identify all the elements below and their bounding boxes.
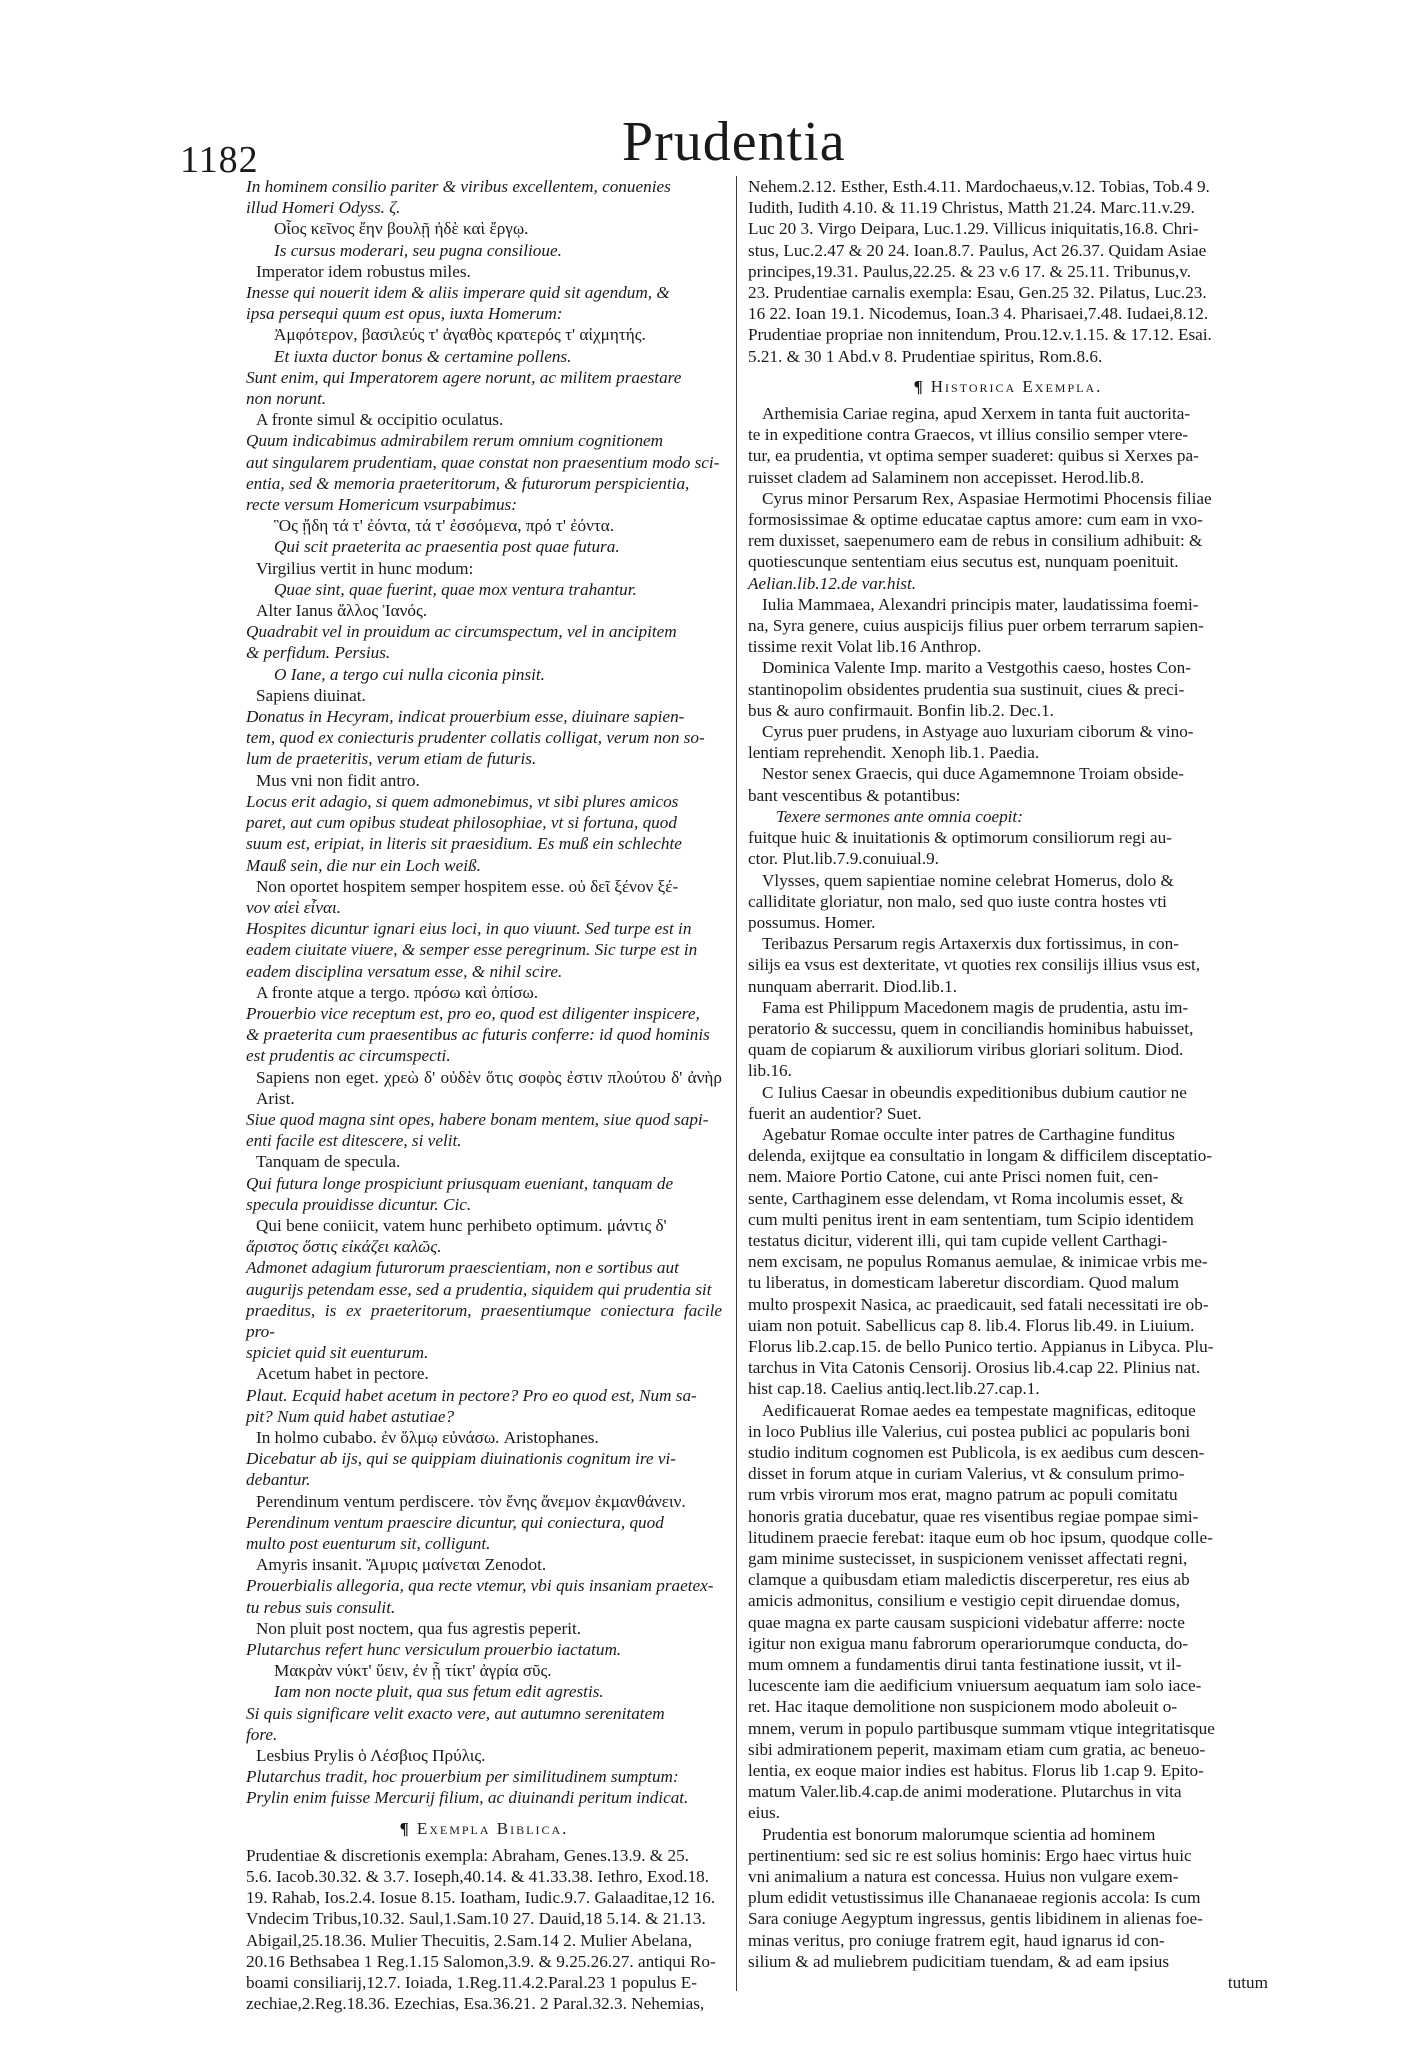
text-line: eadem disciplina versatum esse, & nihil scire.: [246, 961, 563, 981]
text-line: fore.: [246, 1724, 278, 1744]
text-line: Mus vni non fidit antro.: [256, 770, 420, 790]
text-line: lucescente iam die aedificium vniuersum aequatum iam solo iace-: [748, 1676, 1202, 1696]
text-line: Teribazus Persarum regis Artaxerxis dux fortissimus, in con-: [762, 934, 1179, 954]
right-column: [748, 176, 1268, 1993]
section-title: Historica Exempla.: [930, 376, 1103, 396]
text-line: zechiae,2.Reg.18.36. Ezechias, Esa.36.21. 2 Paral.32.3. Nehemias,: [246, 1994, 705, 2014]
text-line: In holmo cubabo. ἐν ὅλμῳ εὐνάσω. Aristophanes.: [256, 1427, 599, 1447]
text-line: Nehem.2.12. Esther, Esth.4.11. Mardochaeus,v.12. Tobias, Tob.4 9.: [748, 177, 1210, 196]
text-line: Qui futura longe prospiciunt priusquam eueniant, tanquam de: [246, 1173, 674, 1193]
text-line: Prudentiae & discretionis exempla: Abraham, Genes.13.9. & 25.: [246, 1845, 689, 1865]
text-line: 20.16 Bethsabea 1 Reg.1.15 Salomon,3.9. & 9.25.26.27. antiqui Ro-: [246, 1951, 716, 1971]
text-line: Plaut. Ecquid habet acetum in pectore? Pro eo quod est, Num sa-: [246, 1385, 697, 1405]
text-line: 23. Prudentiae carnalis exempla: Esau, Gen.25 32. Pilatus, Luc.23.: [748, 283, 1207, 303]
text-line: Non pluit post noctem, qua fus agrestis peperit.: [256, 1618, 582, 1638]
text-line: clamque a quibusdam etiam maledictis discerperetur, res eius ab: [748, 1570, 1190, 1590]
text-line: Tanquam de specula.: [256, 1152, 401, 1172]
text-line: fuerit an audentior? Suet.: [748, 1103, 922, 1123]
text-line: Sapiens non eget. χρεὼ δ' οὐδὲν ὅτις σοφὸς ἐστιν πλούτου δ' ἀνὴρ Arist.: [256, 1067, 722, 1108]
text-line: Inesse qui nouerit idem & aliis imperare quid sit agendum, &: [246, 283, 670, 303]
text-line: peratorio & successu, quem in conciliandis hominibus habuisset,: [748, 1018, 1194, 1038]
text-line: 5.21. & 30 1 Abd.v 8. Prudentiae spiritus, Rom.8.6.: [748, 346, 1103, 366]
text-line: Aedificauerat Romae aedes ea tempestate magnificas, editoque: [762, 1400, 1196, 1420]
text-line: testatus dicitur, viderent illi, qui tam cupide vellent Carthagi-: [748, 1230, 1168, 1250]
text-line: lib.16.: [748, 1061, 792, 1081]
text-line: cum multi penitus irent in eam sententiam, tum Scipio identidem: [748, 1209, 1194, 1229]
text-line: suum est, eripiat, in literis sit praesidium. Es muß ein schlechte: [246, 834, 682, 854]
text-line: Virgilius vertit in hunc modum:: [256, 558, 474, 578]
left-column-text: [246, 176, 722, 1809]
text-line: Vndecim Tribus,10.32. Saul,1.Sam.10 27. Dauid,18 5.14. & 21.13.: [246, 1909, 706, 1929]
text-line: Qui scit praeterita ac praesentia post quae futura.: [274, 537, 620, 557]
text-line: Iam non nocte pluit, qua sus fetum edit agrestis.: [274, 1682, 604, 1702]
text-line: & perfidum. Persius.: [246, 643, 391, 663]
text-line: lentiam reprehendit. Xenoph lib.1. Paedia.: [748, 743, 1040, 763]
text-line: Prouerbialis allegoria, qua recte vtemur, vbi quis insaniam praetex-: [246, 1576, 714, 1596]
text-line: Sara coniuge Aegyptum ingressus, gentis libidinem in alienas foe-: [748, 1909, 1203, 1929]
text-line: igitur non exigua manu fabrorum operariorumque conducta, do-: [748, 1633, 1189, 1653]
text-line: Agebatur Romae occulte inter patres de Carthagine funditus: [762, 1124, 1175, 1144]
text-line: aut singularem prudentiam, quae constat non praesentium modo sci-: [246, 452, 720, 472]
text-line: Si quis significare velit exacto vere, aut autumno serenitatem: [246, 1703, 665, 1723]
text-line: Amyris insanit. Ἄμυρις μαίνεται Zenodot.: [256, 1555, 547, 1575]
text-line: Quadrabit vel in prouidum ac circumspectum, vel in ancipitem: [246, 622, 677, 642]
text-line: bant vescentibus & potantibus:: [748, 785, 961, 805]
text-line: Prudentiae propriae non innitendum, Prou.12.v.1.15. & 17.12. Esai.: [748, 325, 1212, 345]
text-line: honoris gratia ducebatur, quae res visentibus regiae pompae simi-: [748, 1506, 1199, 1526]
text-line: tarchus in Vita Catonis Censorij. Orosius lib.4.cap 22. Plinius nat.: [748, 1358, 1201, 1378]
text-line: tem, quod ex coniecturis prudenter collatis colligat, verum non so-: [246, 728, 705, 748]
biblical-examples-text: [246, 1845, 722, 2015]
text-line: minas veritus, pro coniuge fratrem egit, haud ignarus id con-: [748, 1930, 1165, 1950]
text-line: matum Valer.lib.4.cap.de animi moderatione. Plutarchus in vita: [748, 1782, 1182, 1802]
text-line: 19. Rahab, Ios.2.4. Iosue 8.15. Ioatham, Iudic.9.7. Galaaditae,12 16.: [246, 1888, 716, 1908]
running-title: Prudentia: [622, 111, 846, 173]
text-line: multo prospexit Nasica, ac praedicauit, sed fatali necessitati ire ob-: [748, 1294, 1209, 1314]
text-line: silium & ad muliebrem pudicitiam tuendam, & ad eam ipsius: [748, 1951, 1170, 1971]
text-line: Luc 20 3. Virgo Deipara, Luc.1.29. Villicus iniquitatis,16.8. Chri-: [748, 219, 1199, 239]
text-line: tu liberatus, in domesticam laberetur discordiam. Quod malum: [748, 1273, 1180, 1293]
text-line: sente, Carthaginem esse delendam, vt Roma incolumis esset, &: [748, 1188, 1184, 1208]
text-line: Plutarchus tradit, hoc prouerbium per similitudinem sumptum:: [246, 1767, 679, 1787]
text-line: spiciet quid sit euenturum.: [246, 1343, 429, 1363]
column-divider: [736, 176, 737, 1991]
text-line: studio inditum cognomen est Publicola, is ex aedibus cum descen-: [748, 1442, 1205, 1462]
text-line: Admonet adagium futurorum praescientiam, non e sortibus aut: [246, 1258, 679, 1278]
text-line: amicis admonitus, consilium e vestigio cepit diruendae domus,: [748, 1591, 1180, 1611]
text-line: Dominica Valente Imp. marito a Vestgothis caeso, hostes Con-: [762, 658, 1191, 678]
text-line: nem. Maiore Portio Catone, cui ante Prisci nomen fuit, cen-: [748, 1167, 1159, 1187]
text-line: Cyrus puer prudens, in Astyage auo luxuriam ciborum & vino-: [762, 722, 1194, 742]
text-line: Florus lib.2.cap.15. de bello Punico tertio. Appianus in Libyca. Plu-: [748, 1336, 1214, 1356]
text-line: silijs ea vsus est dexteritate, vt quoties rex consilijs illius vsus est,: [748, 955, 1201, 975]
text-line: rem duxisset, saepenumero eam de rebus in consilium adhibuit: &: [748, 531, 1203, 551]
text-line: rum vrbis virorum mos erat, magno patrum ac populi comitatu: [748, 1485, 1178, 1505]
section-title: Exempla Biblica.: [416, 1818, 569, 1838]
biblical-examples-heading: [246, 1818, 722, 1839]
text-line: uiam non potuit. Sabellicus cap 8. lib.4. Florus lib.49. in Liuium.: [748, 1315, 1195, 1335]
text-line: ret. Hac itaque demolitione non suspicionem modo aboleuit o-: [748, 1697, 1178, 1717]
text-line: hist cap.18. Caelius antiq.lect.lib.27.cap.1.: [748, 1379, 1040, 1399]
text-line: lentia, ex eoque maior indies est habitus. Florus lib 1.cap 9. Epito-: [748, 1761, 1204, 1781]
text-line: Iulia Mammaea, Alexandri principis mater, laudatissima foemi-: [762, 594, 1199, 614]
text-line: Alter Ianus ἄλλος Ἰανός.: [256, 601, 428, 621]
text-line: principes,19.31. Paulus,22.25. & 23 v.6 17. & 25.11. Tribunus,v.: [748, 261, 1192, 281]
text-line: C Iulius Caesar in obeundis expeditionibus dubium cautior ne: [762, 1082, 1187, 1102]
text-line: specula prouidisse dicuntur. Cic.: [246, 1194, 472, 1214]
text-line: Μακρὰν νύκτ' ὕειν, ἐν ᾗ τίκτ' ἀγρία σῦς.: [274, 1661, 552, 1681]
paragraph-mark-icon: ¶: [399, 1818, 411, 1838]
text-line: quotiescunque sententiam eius secutus est, nunquam poenituit.: [748, 552, 1179, 572]
text-line: pit? Num quid habet astutiae?: [246, 1406, 455, 1426]
text-line: tur, ea prudentia, vt optima semper suaderet: quibus si Xerxes pa-: [748, 446, 1199, 466]
historical-examples-heading: [748, 376, 1268, 397]
text-line: Ἀμφότερον, βασιλεύς τ' ἀγαθὸς κρατερός τ' αἰχμητής.: [274, 325, 646, 345]
text-line: Arthemisia Cariae regina, apud Xerxem in tanta fuit auctorita-: [762, 404, 1191, 424]
text-line: eius.: [748, 1803, 780, 1823]
text-line: in loco Publius ille Valerius, cui postea publici ac popularis boni: [748, 1421, 1191, 1441]
text-line: Quum indicabimus admirabilem rerum omnium cognitionem: [246, 431, 664, 451]
text-line: A fronte atque a tergo. πρόσω καὶ ὀπίσω.: [256, 982, 539, 1002]
text-line: te in expeditione contra Graecos, vt illius consilio semper vtere-: [748, 425, 1189, 445]
text-line: O Iane, a tergo cui nulla ciconia pinsit.: [274, 664, 545, 684]
text-line: illud Homeri Odyss. ζ.: [246, 198, 401, 218]
text-line: Perendinum ventum perdiscere. τὸν ἔνης ἄνεμον ἐκμανθάνειν.: [256, 1491, 686, 1511]
text-line: tutum: [1227, 1973, 1268, 1993]
text-line: Prylin enim fuisse Mercurij filium, ac diuinandi peritum indicat.: [246, 1788, 689, 1808]
text-line: mnem, verum in populo partibusque summam vtique integritatisque: [748, 1718, 1215, 1738]
text-line: nunquam aberrarit. Diod.lib.1.: [748, 976, 958, 996]
right-column-references: [748, 176, 1268, 367]
text-line: quam de copiarum & auxiliorum viribus gloriari solitum. Diod.: [748, 1040, 1184, 1060]
text-line: ruisset cladem ad Salaminem non accepisset. Herod.lib.8.: [748, 467, 1145, 487]
text-line: Dicebatur ab ijs, qui se quippiam diuinationis cognitum ire vi-: [246, 1449, 676, 1469]
text-line: possumus. Homer.: [748, 912, 876, 932]
text-line: νον αἰεὶ εἶναι.: [246, 897, 342, 917]
historical-examples-text: [748, 403, 1268, 1993]
text-line: In hominem consilio pariter & viribus excellentem, conuenies: [246, 177, 671, 196]
text-line: Perendinum ventum praescire dicuntur, qui coniectura, quod: [246, 1512, 664, 1532]
paragraph-mark-icon: ¶: [913, 376, 925, 396]
page-number: 1182: [180, 139, 259, 181]
text-line: disset in forum atque in curiam Valerius, vt & consulum primo-: [748, 1464, 1185, 1484]
text-line: multo post euenturum sit, colligunt.: [246, 1534, 491, 1553]
text-line: debantur.: [246, 1470, 311, 1490]
text-line: Is cursus moderari, seu pugna consilioue.: [274, 240, 562, 260]
text-line: na, Syra genere, cuius auspicijs filius puer orbem terrarum sapien-: [748, 616, 1204, 636]
text-line: praeditus, is ex praeteritorum, praesentiumque coniectura facile pro-: [246, 1300, 722, 1341]
text-line: Nestor senex Graecis, qui duce Agamemnone Troiam obside-: [762, 764, 1184, 784]
text-line: Quae sint, quae fuerint, quae mox ventura trahantur.: [274, 579, 637, 599]
text-line: Aelian.lib.12.de var.hist.: [748, 573, 917, 593]
text-line: plum edidit vetustissimus ille Chananaeae regionis accola: Is cum: [748, 1888, 1201, 1908]
text-line: & praeterita cum praesentibus ac futuris conferre: id quod hominis: [246, 1025, 710, 1045]
text-line: augurijs petendam esse, sed a prudentia, siquidem qui prudentia sit: [246, 1279, 712, 1299]
text-line: nem excisam, ne populus Romanus aemulae, & inimicae vrbis me-: [748, 1252, 1208, 1272]
text-line: Prouerbio vice receptum est, pro eo, quod est diligenter inspicere,: [246, 1003, 700, 1023]
text-line: enti facile est ditescere, si velit.: [246, 1131, 462, 1151]
text-line: gam minime sustecisset, in suspicionem venisset affectati regni,: [748, 1549, 1188, 1568]
text-line: lum de praeteritis, verum etiam de futuris.: [246, 749, 537, 769]
text-line: Prudentia est bonorum malorumque scientia ad hominem: [762, 1824, 1156, 1844]
text-line: Texere sermones ante omnia coepit:: [776, 806, 1023, 826]
text-line: Mauß sein, die nur ein Loch weiß.: [246, 855, 481, 875]
text-line: Imperator idem robustus miles.: [256, 261, 471, 281]
text-line: 5.6. Iacob.30.32. & 3.7. Ioseph,40.14. & 41.33.38. Iethro, Exod.18.: [246, 1867, 710, 1887]
text-line: Sapiens diuinat.: [256, 685, 366, 705]
text-line: Et iuxta ductor bonus & certamine pollens.: [274, 346, 572, 366]
text-line: Οἷος κεῖνος ἔην βουλῇ ἠδὲ καὶ ἔργῳ.: [274, 219, 529, 239]
text-line: fuitque huic & inuitationis & optimorum consiliorum regi au-: [748, 828, 1172, 848]
text-line: paret, aut cum opibus studeat philosophiae, vt si fortuna, quod: [246, 813, 677, 833]
text-line: Locus erit adagio, si quem admonebimus, vt sibi plures amicos: [246, 791, 679, 811]
text-line: Qui bene coniicit, vatem hunc perhibeto optimum. μάντις δ': [256, 1215, 667, 1235]
text-line: ctor. Plut.lib.7.9.conuiual.9.: [748, 849, 939, 869]
text-line: boami consiliarij,12.7. Ioiada, 1.Reg.11.4.2.Paral.23 1 populus E-: [246, 1973, 697, 1993]
text-line: quae magna ex parte causam suspicioni videbatur afferre: nocte: [748, 1612, 1185, 1632]
text-line: formosissimae & optime educatae captus amore: cum eam in vxo-: [748, 510, 1203, 530]
text-line: stantinopolim obsidentes prudentia sua sustinuit, ciues & preci-: [748, 679, 1185, 699]
text-line: Abigail,25.18.36. Mulier Thecuitis, 2.Sam.14 2. Mulier Abelana,: [246, 1930, 693, 1950]
text-line: Hospites dicuntur ignari eius loci, in quo viuunt. Sed turpe est in: [246, 919, 692, 939]
text-line: Ὃς ᾔδη τά τ' ἐόντα, τά τ' ἐσσόμενα, πρό τ' ἐόντα.: [274, 516, 615, 536]
text-line: litudinem praecie ferebat: itaque eum ob hoc ipsum, quodque colle-: [748, 1527, 1213, 1547]
text-line: Sunt enim, qui Imperatorem agere norunt, ac militem praestare: [246, 367, 682, 387]
text-line: recte versum Homericum vsurpabimus:: [246, 495, 517, 515]
text-line: est prudentis ac circumspecti.: [246, 1046, 451, 1066]
text-line: 16 22. Ioan 19.1. Nicodemus, Ioan.3 4. Pharisaei,7.48. Iudaei,8.12.: [748, 304, 1209, 324]
text-line: stus, Luc.2.47 & 20 24. Ioan.8.7. Paulus, Act 26.37. Quidam Asiae: [748, 240, 1207, 260]
text-line: Donatus in Hecyram, indicat prouerbium esse, diuinare sapien-: [246, 707, 685, 727]
text-line: non norunt.: [246, 389, 327, 409]
text-line: Vlysses, quem sapientiae nomine celebrat Homerus, dolo &: [762, 870, 1174, 890]
text-line: tissime rexit Volat lib.16 Anthrop.: [748, 637, 982, 657]
text-line: Non oportet hospitem semper hospitem esse. οὐ δεῖ ξένον ξέ-: [256, 876, 679, 896]
text-line: Lesbius Prylis ὁ Λέσβιος Πρύλις.: [256, 1746, 486, 1766]
text-line: pertinentium: sed sic re est solius hominis: Ergo haec virtus huic: [748, 1845, 1192, 1865]
text-line: Plutarchus refert hunc versiculum prouerbio iactatum.: [246, 1640, 622, 1660]
left-column: [246, 176, 722, 2014]
text-line: tu rebus suis consulit.: [246, 1597, 396, 1617]
text-line: ipsa persequi quum est opus, iuxta Homerum:: [246, 304, 563, 324]
text-line: sibi admirationem peperit, maximam etiam cum gratia, ac beneuo-: [748, 1739, 1206, 1759]
text-line: A fronte simul & occipitio oculatus.: [256, 410, 504, 430]
text-line: Acetum habet in pectore.: [256, 1364, 429, 1384]
text-line: ἄριστος ὅστις εἰκάζει καλῶς.: [246, 1237, 442, 1257]
text-line: mum omnem a fundamentis dirui tanta festinatione iussit, vt il-: [748, 1655, 1182, 1675]
text-line: calliditate gloriatur, non malo, sed quo iuste contra hostes vti: [748, 891, 1167, 911]
text-line: bus & auro confirmauit. Bonfin lib.2. Dec.1.: [748, 700, 1054, 720]
text-line: Fama est Philippum Macedonem magis de prudentia, astu im-: [762, 997, 1189, 1017]
text-line: entia, sed & memoria praeteritorum, & futurorum perspicientia,: [246, 473, 690, 493]
text-line: Siue quod magna sint opes, habere bonam mentem, siue quod sapi-: [246, 1109, 709, 1129]
text-line: Iudith, Iudith 4.10. & 11.19 Christus, Matth 21.24. Marc.11.v.29.: [748, 198, 1195, 218]
text-line: eadem ciuitate viuere, & semper esse peregrinum. Sic turpe est in: [246, 940, 698, 960]
text-line: Cyrus minor Persarum Rex, Aspasiae Hermotimi Phocensis filiae: [762, 488, 1212, 508]
text-line: vni animalium a natura est concessa. Huius non vulgare exem-: [748, 1867, 1179, 1887]
text-line: delenda, exijtque ea consultatio in longam & difficilem disceptatio-: [748, 1146, 1213, 1166]
